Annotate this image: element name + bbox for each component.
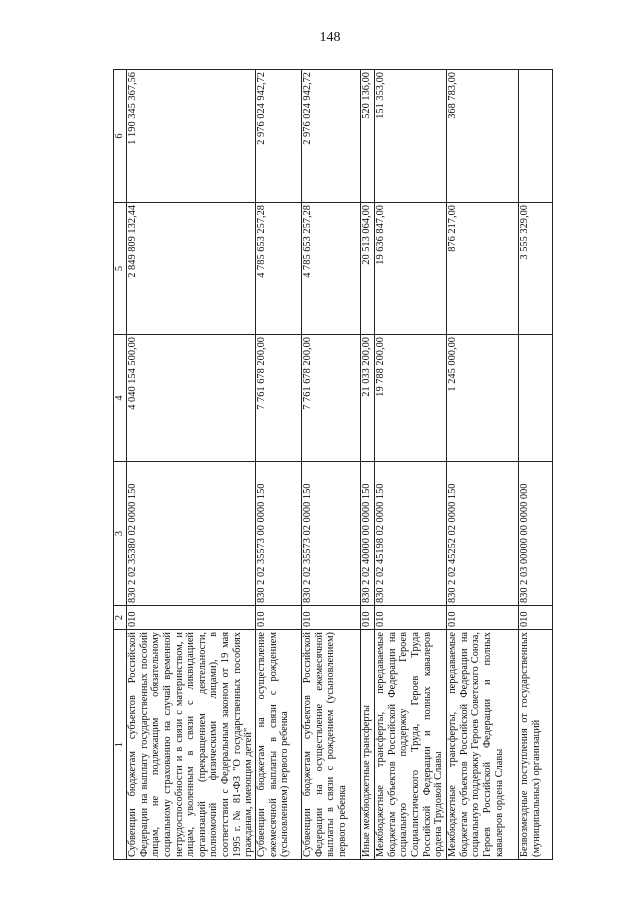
row-value-approved: 4 040 154 500,00 bbox=[127, 335, 256, 462]
budget-table bbox=[113, 69, 553, 860]
row-line-code: 010 bbox=[519, 606, 553, 630]
table-header-row bbox=[114, 70, 127, 860]
header-cell: 5 bbox=[114, 203, 127, 335]
row-value-approved: 21 033 200,00 bbox=[361, 335, 375, 462]
row-budget-code: 830 2 02 35573 00 0000 150 bbox=[256, 462, 302, 606]
row-value-approved: 7 761 678 200,00 bbox=[256, 335, 302, 462]
header-cell: 4 bbox=[114, 335, 127, 462]
row-budget-code: 830 2 02 35573 02 0000 150 bbox=[302, 462, 361, 606]
row-line-code: 010 bbox=[302, 606, 361, 630]
row-budget-code: 830 2 03 00000 00 0000 000 bbox=[519, 462, 553, 606]
header-cell: 2 bbox=[114, 606, 127, 630]
row-value-executed: 3 555 329,00 bbox=[519, 203, 553, 335]
row-value-executed: 876 217,00 bbox=[447, 203, 519, 335]
row-name: Межбюджетные трансферты, передаваемые бюджетам субъектов Российской Федерации на социальную поддержку Героев Советского Союза, Героев Российской Федерации и полных кавалеров ордена Славы bbox=[447, 630, 519, 860]
row-line-code: 010 bbox=[375, 606, 447, 630]
table-row bbox=[447, 70, 519, 860]
row-name: Субвенции бюджетам субъектов Российской Федерации на осуществление ежемесячной выплаты в связи с рождением (усыновлением) первого ребенка bbox=[302, 630, 361, 860]
header-cell: 1 bbox=[114, 630, 127, 860]
table-row bbox=[256, 70, 302, 860]
header-cell: 6 bbox=[114, 70, 127, 203]
row-budget-code: 830 2 02 45198 02 0000 150 bbox=[375, 462, 447, 606]
row-value-remaining bbox=[519, 70, 553, 203]
row-value-executed: 20 513 064,00 bbox=[361, 203, 375, 335]
row-value-executed: 19 636 847,00 bbox=[375, 203, 447, 335]
row-name: Субвенции бюджетам на осуществление ежемесячной выплаты в связи с рождением (усыновлением) первого ребенка bbox=[256, 630, 302, 860]
table-row bbox=[375, 70, 447, 860]
row-budget-code: 830 2 02 40000 00 0000 150 bbox=[361, 462, 375, 606]
row-value-approved: 7 761 678 200,00 bbox=[302, 335, 361, 462]
row-value-executed: 4 785 653 257,28 bbox=[302, 203, 361, 335]
row-value-remaining: 2 976 024 942,72 bbox=[256, 70, 302, 203]
row-name: Межбюджетные трансферты, передаваемые бюджетам субъектов Российской Федерации на социальную поддержку Героев Социалистического Труда, Героев Труда Российской Федерации и полных кавалеров ордена Трудовой Славы bbox=[375, 630, 447, 860]
page-number: 148 bbox=[319, 30, 341, 45]
row-line-code: 010 bbox=[256, 606, 302, 630]
row-budget-code: 830 2 02 45252 02 0000 150 bbox=[447, 462, 519, 606]
row-value-approved: 1 245 000,00 bbox=[447, 335, 519, 462]
row-value-remaining: 2 976 024 942,72 bbox=[302, 70, 361, 203]
header-cell: 3 bbox=[114, 462, 127, 606]
row-line-code: 010 bbox=[127, 606, 256, 630]
row-value-remaining: 151 353,00 bbox=[375, 70, 447, 203]
row-name: Иные межбюджетные трансферты bbox=[361, 630, 375, 860]
row-value-remaining: 1 190 345 367,56 bbox=[127, 70, 256, 203]
row-value-approved bbox=[519, 335, 553, 462]
row-line-code: 010 bbox=[447, 606, 519, 630]
row-value-remaining: 368 783,00 bbox=[447, 70, 519, 203]
row-value-executed: 4 785 653 257,28 bbox=[256, 203, 302, 335]
table-row bbox=[361, 70, 375, 860]
table-row bbox=[127, 70, 256, 860]
table-row bbox=[519, 70, 553, 860]
row-value-remaining: 520 136,00 bbox=[361, 70, 375, 203]
row-line-code: 010 bbox=[361, 606, 375, 630]
row-name: Субвенции бюджетам субъектов Российской Федерации на выплату государственных пособий лицам, не подлежащим обязательному социальному страхованию на случай временной нетрудоспособности и в связи с материнством, и лицам, уволенным в связи с ликвидацией организаций (прекращением деятельности, полномочий физическими лицами), в соответствии с Федеральным законом от 19 мая 1995 г. № 81-ФЗ "О государственных пособиях гражданам, имеющим детей" bbox=[127, 630, 256, 860]
row-value-executed: 2 849 809 132,44 bbox=[127, 203, 256, 335]
rotated-table-container bbox=[113, 70, 542, 860]
row-budget-code: 830 2 02 35380 02 0000 150 bbox=[127, 462, 256, 606]
row-value-approved: 19 788 200,00 bbox=[375, 335, 447, 462]
table-row bbox=[302, 70, 361, 860]
row-name: Безвозмездные поступления от государственных (муниципальных) организаций bbox=[519, 630, 553, 860]
